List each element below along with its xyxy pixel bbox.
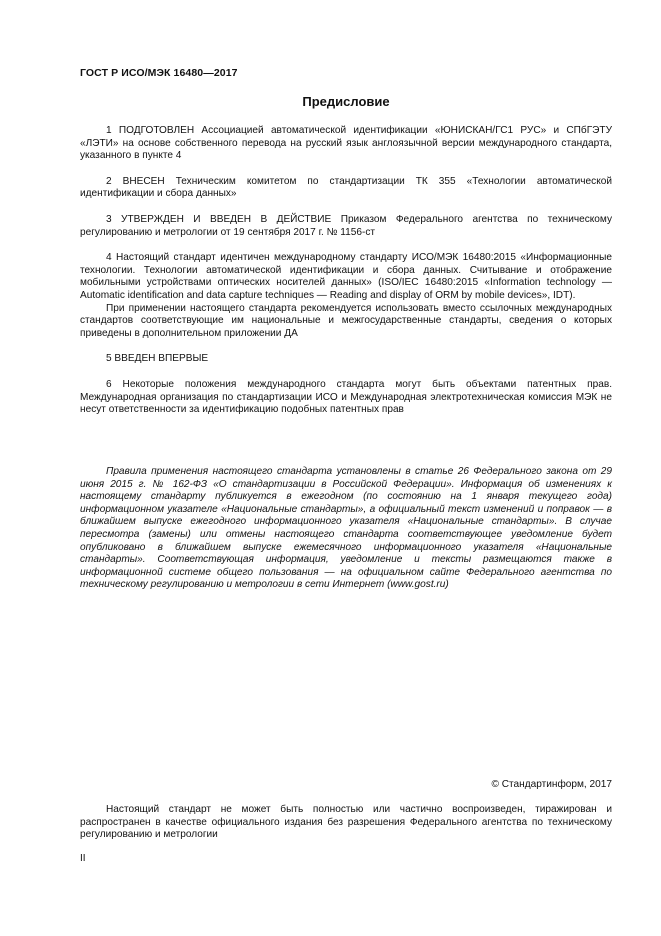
paragraph-identical-standard: 4 Настоящий стандарт идентичен международному стандарту ИСО/МЭК 16480:2015 «Информационные технологии. Технологии автоматической идентификации и сбора данных. Считывание и отображение мобильными устройствами оптических носителей данных» (ISO/IEC 16480:2015 «Information technology — Automatic identification and data capture techniques — Reading and display of ORM by mobile devices», IDT).	[80, 252, 612, 301]
reproduction-notice	[80, 804, 612, 842]
copyright-line: © Стандартинформ, 2017	[491, 779, 612, 790]
reproduction-notice-text: Настоящий стандарт не может быть полностью или частично воспроизведен, тиражирован и распространен в качестве официального издания без разрешения Федерального агентства по техническому регулированию и метрологии	[80, 804, 612, 841]
page-number: II	[80, 853, 86, 864]
paragraph-approved: 3 УТВЕРЖДЕН И ВВЕДЕН В ДЕЙСТВИЕ Приказом Федерального агентства по техническому регулированию и метрологии от 19 сентября 2017 г. № 1156-ст	[80, 213, 612, 238]
paragraph-introduced-by: 2 ВНЕСЕН Техническим комитетом по стандартизации ТК 355 «Технологии автоматической идентификации и сбора данных»	[80, 175, 612, 200]
paragraph-prepared-by: 1 ПОДГОТОВЛЕН Ассоциацией автоматической идентификации «ЮНИСКАН/ГС1 РУС» и СПбГЭТУ «ЛЭТИ» на основе собственного перевода на русский язык англоязычной версии международного стандарта, указанного в пункте 4	[80, 125, 612, 162]
paragraph-reference-note: При применении настоящего стандарта рекомендуется использовать вместо ссылочных международных стандартов соответствующие им национальные и межгосударственные стандарты, сведения о которых приведены в дополнительном приложении ДА	[80, 302, 612, 339]
paragraph-patent-rights: 6 Некоторые положения международного стандарта могут быть объектами патентных прав. Международная организация по стандартизации ИСО и Международная электротехническая комиссия МЭК не несут ответственности за идентификацию подобных патентных прав	[80, 378, 612, 416]
foreword-body	[80, 125, 612, 417]
document-code-header: ГОСТ Р ИСО/МЭК 16480—2017	[80, 67, 238, 79]
paragraph-first-introduced: 5 ВВЕДЕН ВПЕРВЫЕ	[106, 353, 209, 365]
application-rules-notice	[80, 466, 612, 592]
page-title: Предисловие	[302, 94, 390, 109]
application-rules-text: Правила применения настоящего стандарта установлены в статье 26 Федерального закона от 29 июня 2015 г. № 162-ФЗ «О стандартизации в Российской Федерации». Информация об изменениях к настоящему стандарту публикуется в ежегодном (по состоянию на 1 января текущего года) информационном указателе «Национальные стандарты», а официальный текст изменений и поправок — в ближайшем выпуске ежегодного информационного указателя «Национальные стандарты». В случае пересмотра (замены) или отмены настоящего стандарта соответствующее уведомление будет опубликовано в ближайшем выпуске ежемесячного информационного указателя «Национальные стандарты». Соответствующая информация, уведомление и тексты размещаются также в информационной системе общего пользования — на официальном сайте Федерального агентства по техническому регулированию и метрологии в сети Интернет (www.gost.ru)	[80, 466, 612, 591]
